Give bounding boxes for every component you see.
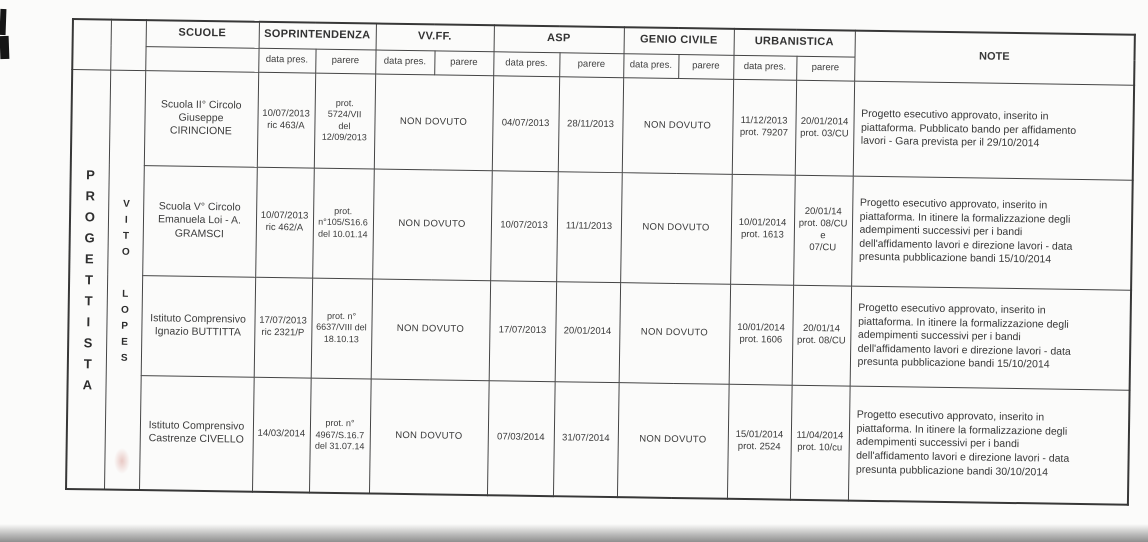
header-urbanistica: URBANISTICA (734, 29, 855, 57)
cell-note: Progetto esecutivo approvato, inserito in piattaforma. In itinere la formalizzazione degli adempimenti successivi per i bandi dell'affidamento lavori e direzione lavori - data presunta pubblicazione bandi 30/10/2014 (848, 386, 1130, 505)
cell-school: Istituto Comprensivo Ignazio BUTTITTA (141, 275, 255, 377)
cell-asp-data-pres: 07/03/2014 (487, 380, 555, 496)
cell-sopr-parere: prot. n°105/S16.6 del 10.01.14 (312, 168, 374, 279)
approvals-table-wrap (65, 18, 1136, 506)
cell-note: Progetto esecutivo approvato, inserito in piattaforma. In itinere la formalizzazione degli adempimenti successivi per i bandi dell'affidamento lavori e direzione lavori - data presunta pubblicazione bandi 15/10/2014 (851, 176, 1133, 290)
cell-urb-parere: 20/01/2014 prot. 03/CU (795, 80, 854, 176)
cell-asp-parere: 28/11/2013 (558, 76, 623, 172)
cell-school: Istituto Comprensivo Castrenze CIVELLO (139, 375, 254, 492)
header-scuole-sub-empty (145, 46, 258, 72)
cell-urb-data-pres: 10/01/2014 prot. 1613 (730, 174, 795, 285)
progettista-vertical-label-cell (66, 69, 110, 490)
table-row (66, 374, 1130, 505)
subheader-sopr-parere: parere (315, 49, 375, 74)
scan-bottom-shadow (0, 524, 1148, 542)
cell-sopr-parere: prot. n° 6637/VIII del 18.10.13 (311, 278, 372, 379)
subheader-vvff-parere: parere (434, 50, 493, 75)
corner-cell-progettista (72, 19, 111, 70)
cell-genio-civile: NON DOVUTO (620, 172, 732, 284)
cell-sopr-data-pres: 14/03/2014 (252, 377, 311, 493)
cell-sopr-data-pres: 10/07/2013 ric 463/A (257, 72, 315, 168)
cell-urb-parere: 11/04/2014 prot. 10/cu (790, 385, 850, 501)
cell-vvff: NON DOVUTO (372, 168, 492, 280)
cell-vvff: NON DOVUTO (374, 74, 493, 171)
cell-sopr-data-pres: 10/07/2013 ric 462/A (255, 167, 314, 278)
progettista-label: PROGETTISTA (79, 167, 99, 399)
cell-asp-data-pres: 04/07/2013 (492, 75, 559, 171)
cell-sopr-data-pres: 17/07/2013 ric 2321/P (254, 277, 312, 378)
cell-note: Progetto esecutivo approvato, inserito in piattaforma. In itinere la formalizzazione degli adempimenti successivi per i bandi dell'affidamento lavori e direzione lavori - data presunta pubblicazione bandi 15/10/2014 (850, 286, 1131, 390)
cell-vvff: NON DOVUTO (371, 278, 490, 380)
cell-school: Scuola II° Circolo Giuseppe CIRINCIONE (144, 70, 258, 167)
subheader-asp-parere: parere (559, 52, 623, 77)
cell-asp-parere: 11/11/2013 (556, 171, 622, 282)
subheader-genio-parere: parere (678, 54, 733, 79)
subheader-vvff-data-pres: data pres. (375, 50, 434, 75)
cell-urb-parere: 20/01/14 prot. 08/CU (792, 285, 851, 386)
table-row (69, 164, 1133, 290)
cell-urb-data-pres: 15/01/2014 prot. 2524 (727, 384, 792, 500)
subheader-urb-parere: parere (796, 56, 854, 81)
subheader-asp-data-pres: data pres. (493, 51, 559, 76)
cell-asp-data-pres: 17/07/2013 (489, 280, 556, 381)
cell-vvff: NON DOVUTO (369, 378, 489, 495)
header-soprintendenza: SOPRINTENDENZA (259, 22, 376, 50)
cell-note: Progetto esecutivo approvato, inserito in piattaforma. Pubblicato bando per affidamento lavori - Gara prevista per il 29/10/2014 (853, 81, 1134, 180)
cell-genio-civile: NON DOVUTO (622, 77, 733, 174)
table-row (68, 274, 1131, 390)
cell-asp-data-pres: 10/07/2013 (490, 170, 558, 281)
cell-urb-data-pres: 11/12/2013 prot. 79207 (732, 79, 796, 175)
header-note: NOTE (854, 31, 1135, 85)
cell-sopr-parere: prot. 5724/VII del 12/09/2013 (314, 73, 375, 169)
corner-cell-designer (110, 20, 146, 71)
cell-school: Scuola V° Circolo Emanuela Loi - A. GRAMSCI (142, 165, 257, 277)
header-asp: ASP (494, 25, 624, 53)
scan-artifact-mark (0, 36, 9, 59)
scan-artifact-mark (0, 9, 6, 35)
header-scuole: SCUOLE (146, 20, 259, 48)
cell-urb-parere: 20/01/14 prot. 08/CU e 07/CU (793, 175, 853, 286)
header-vvff: VV.FF. (376, 24, 494, 52)
table-row (71, 69, 1134, 180)
header-genio-civile: GENIO CIVILE (624, 27, 734, 55)
subheader-sopr-data-pres: data pres. (258, 48, 315, 73)
subheader-urb-data-pres: data pres. (733, 55, 796, 80)
cell-sopr-parere: prot. n° 4967/S.16.7 del 31.07.14 (309, 378, 371, 494)
cell-genio-civile: NON DOVUTO (617, 382, 729, 499)
cell-asp-parere: 20/01/2014 (555, 281, 620, 382)
cell-genio-civile: NON DOVUTO (619, 282, 730, 384)
designer-name: VITO LOPES (118, 198, 133, 369)
cell-asp-parere: 31/07/2014 (553, 381, 619, 497)
approvals-table (65, 18, 1136, 506)
subheader-genio-data-pres: data pres. (623, 53, 678, 78)
cell-urb-data-pres: 10/01/2014 prot. 1606 (729, 284, 793, 385)
